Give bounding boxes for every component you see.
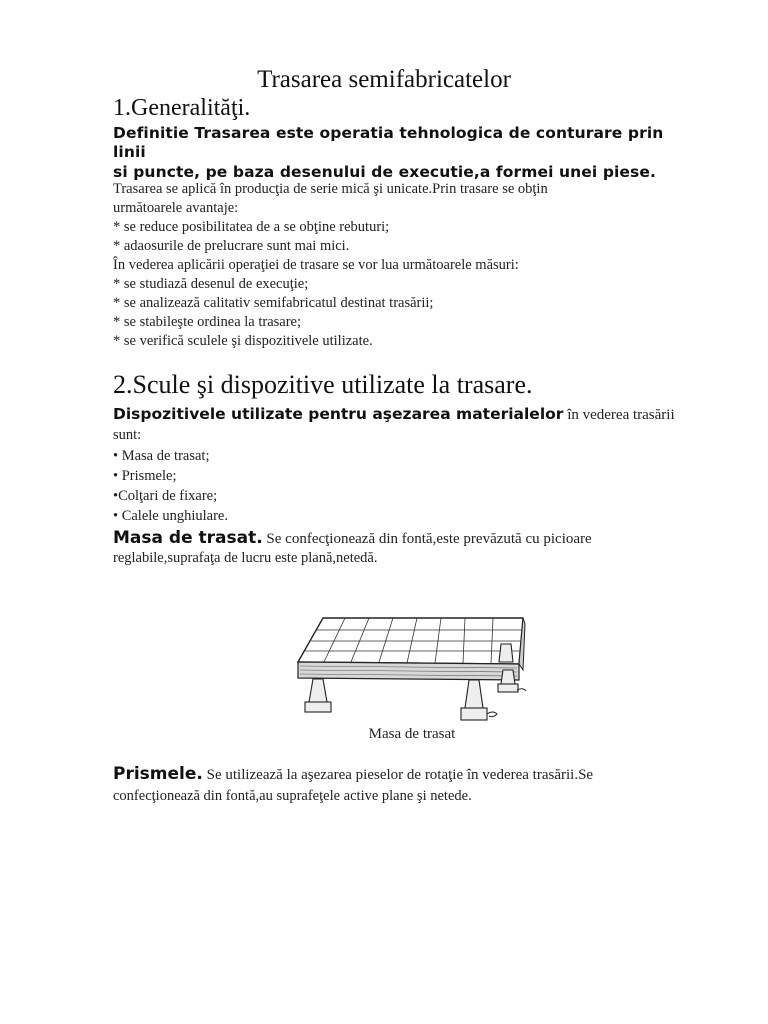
devices-intro-line-2: sunt:	[113, 427, 142, 443]
body-line: În vederea aplicării operaţiei de trasare se vor lua următoarele măsuri:	[113, 257, 519, 273]
devices-intro	[113, 405, 675, 424]
prisme-heading: Prismele.	[113, 764, 203, 784]
body-line: * se verifică sculele şi dispozitivele utilizate.	[113, 333, 373, 349]
masa-text-2: reglabile,suprafaţa de lucru este plană,netedă.	[113, 550, 378, 566]
definition-line-2: linii	[113, 143, 146, 161]
body-line: * se analizează calitativ semifabricatul destinat trasării;	[113, 295, 434, 311]
body-line: * adaosurile de prelucrare sunt mai mici.	[113, 238, 350, 254]
list-item: • Calele unghiulare.	[113, 508, 228, 524]
definition-line-3: si puncte, pe baza desenului de executie,a formei unei piese.	[113, 163, 656, 181]
section-1-heading: 1.Generalităţi.	[113, 95, 251, 121]
prisme-text-1: Se utilizează la aşezarea pieselor de rotaţie în vederea trasării.Se	[202, 767, 594, 783]
body-line: * se stabileşte ordinea la trasare;	[113, 314, 302, 330]
body-line: * se studiază desenul de execuţie;	[113, 276, 309, 292]
prisme-paragraph-line-1	[113, 764, 593, 784]
devices-intro-bold: Dispozitivele utilizate pentru aşezarea materialelor	[113, 405, 564, 423]
section-2-heading: 2.Scule şi dispozitive utilizate la trasare.	[113, 370, 533, 399]
marking-table-illustration	[293, 604, 533, 724]
body-line: Trasarea se aplică în producţia de serie mică şi unicate.Prin trasare se obţin	[113, 181, 548, 197]
masa-paragraph-line-1	[113, 528, 592, 548]
body-line: următoarele avantaje:	[113, 200, 239, 216]
body-line: * se reduce posibilitatea de a se obţine rebuturi;	[113, 219, 390, 235]
definition-line-1: Definitie Trasarea este operatia tehnologica de conturare prin	[113, 124, 664, 142]
prisme-text-2: confecţionează din fontă,au suprafeţele active plane şi netede.	[113, 788, 472, 804]
list-item: • Prismele;	[113, 468, 177, 484]
figure-caption: Masa de trasat	[368, 726, 456, 742]
masa-text-1: Se confecţionează din fontă,este prevăzută cu picioare	[262, 531, 592, 547]
devices-intro-rest: în vederea trasării	[563, 407, 675, 423]
document-title: Trasarea semifabricatelor	[257, 66, 511, 93]
list-item: •Colţari de fixare;	[113, 488, 218, 504]
list-item: • Masa de trasat;	[113, 448, 210, 464]
masa-heading: Masa de trasat.	[113, 528, 263, 548]
